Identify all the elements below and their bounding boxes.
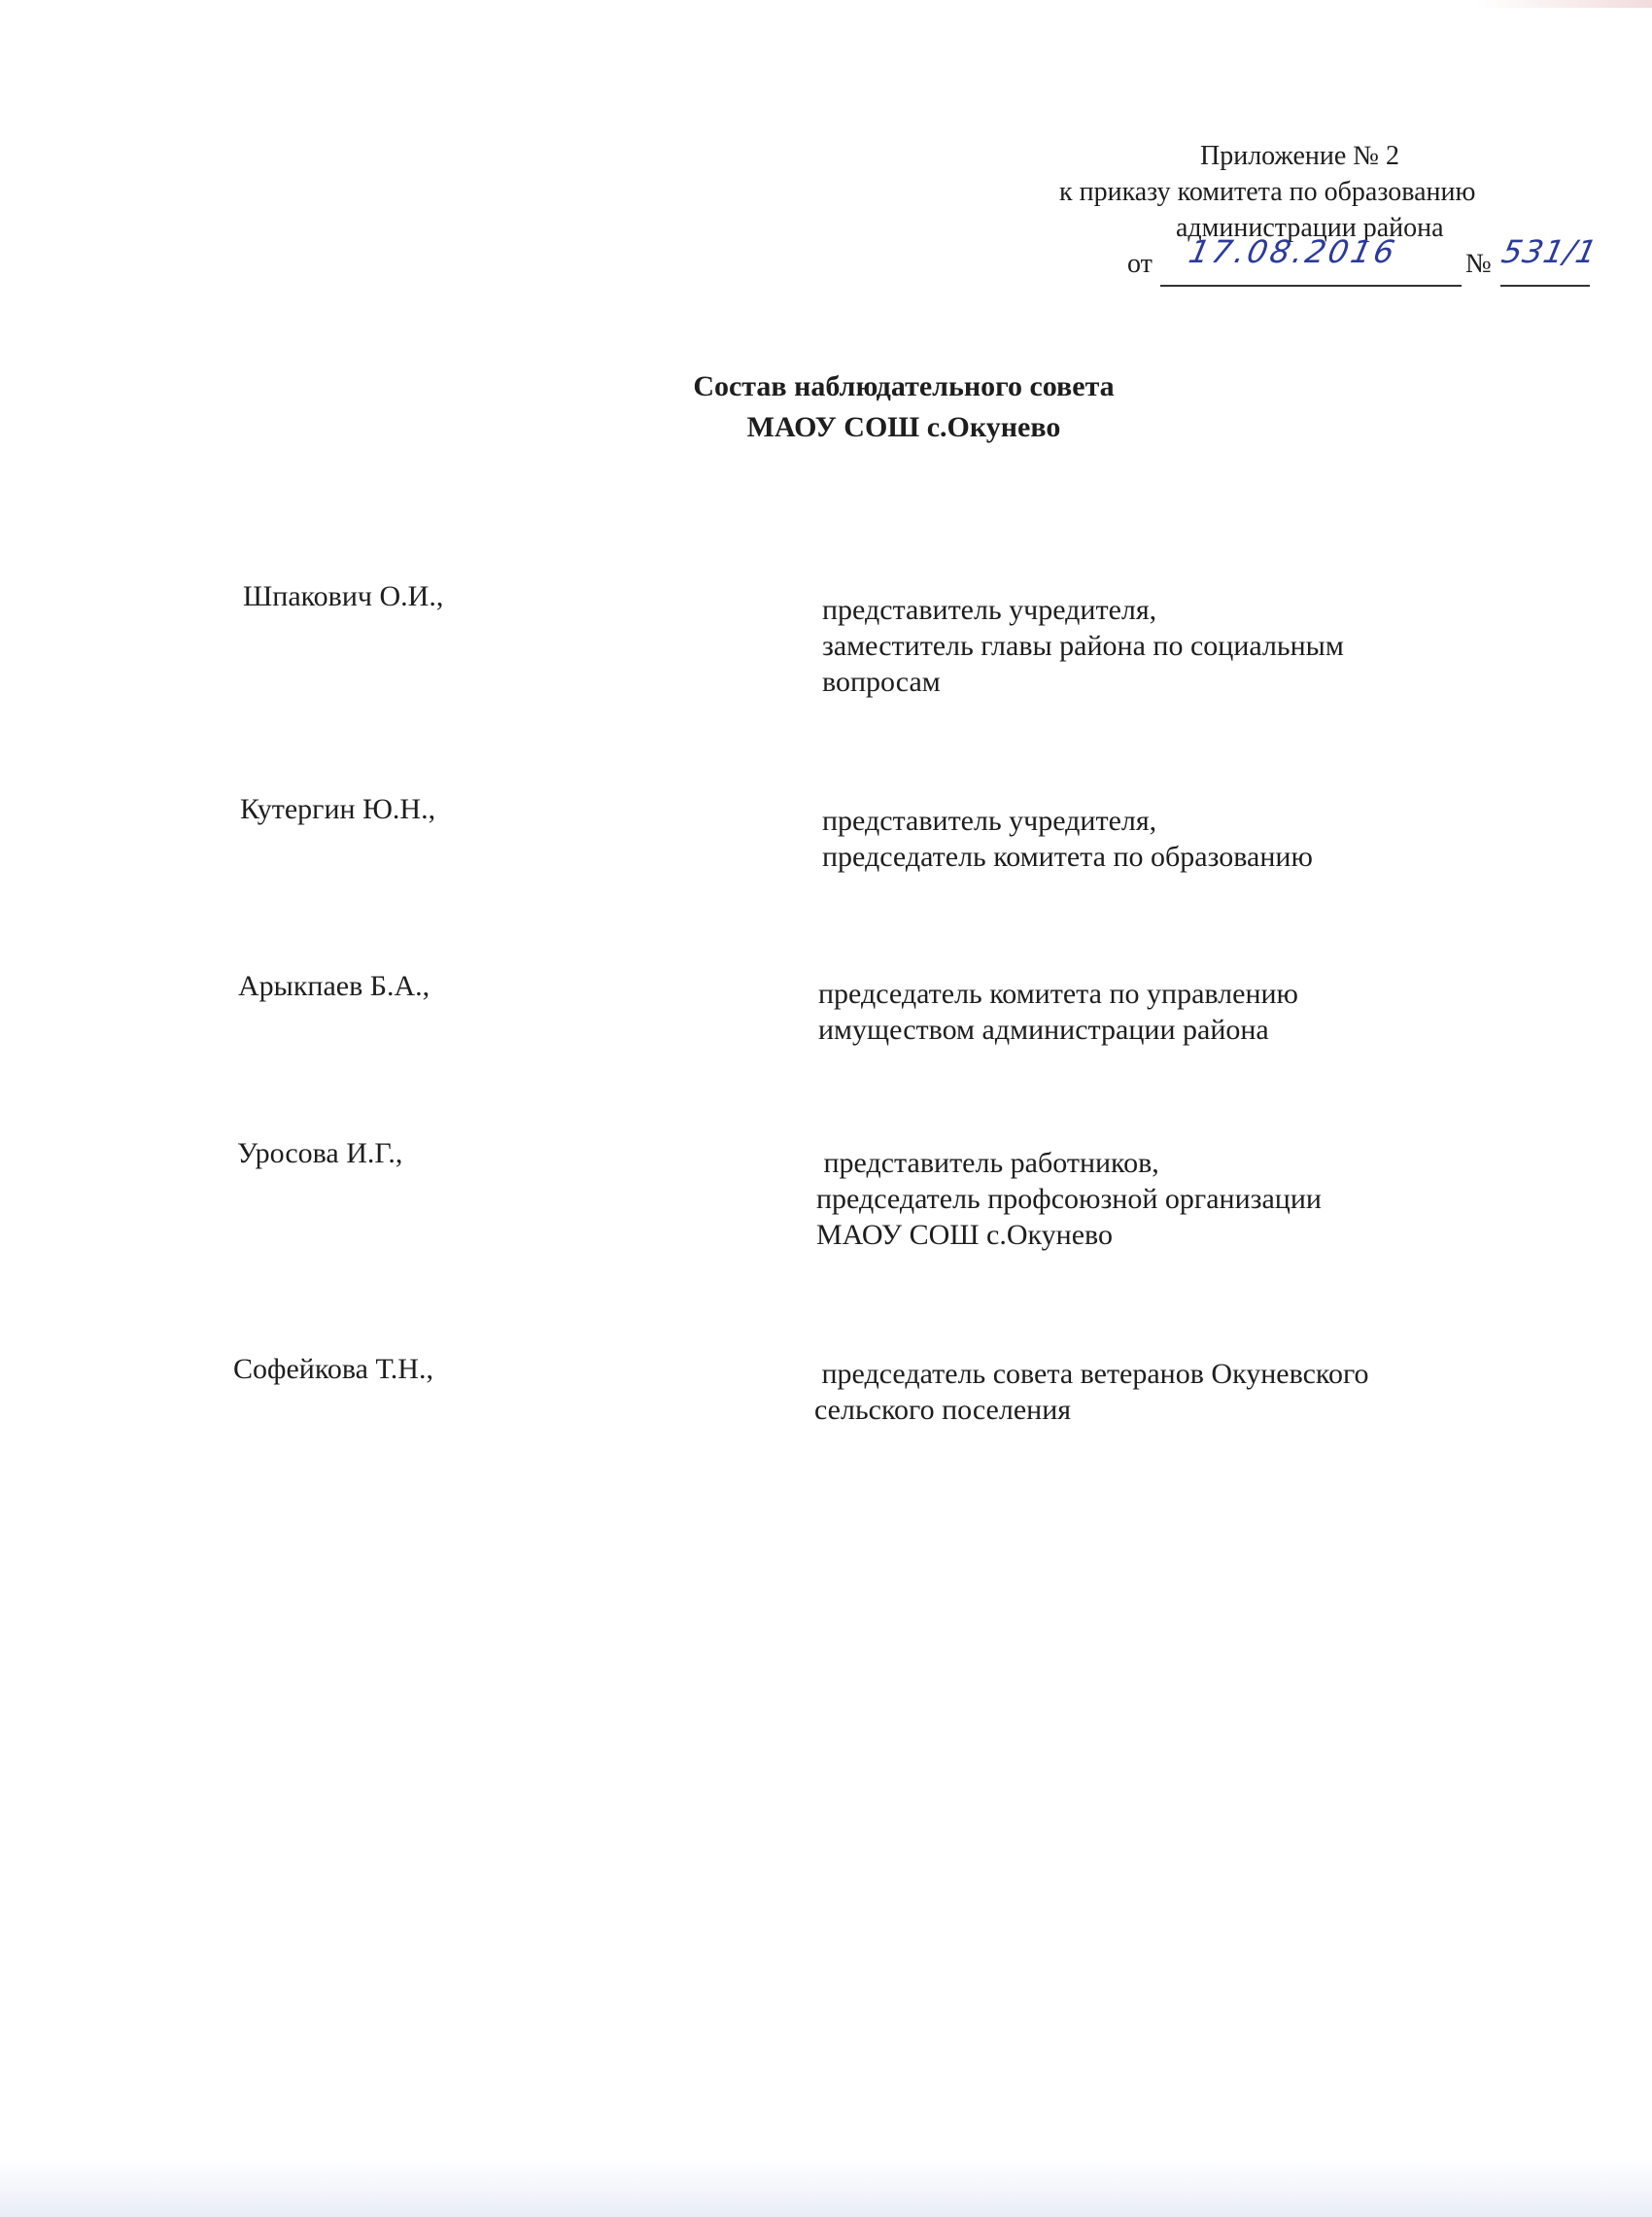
number-prefix: № xyxy=(1465,249,1492,279)
role-line: председатель комитета по управлению xyxy=(818,978,1298,1010)
handwritten-number: 531/1 xyxy=(1498,233,1601,270)
scan-edge-top xyxy=(1477,0,1652,8)
role-line: вопросам xyxy=(822,666,941,698)
role-line: председатель совета ветеранов Окуневского xyxy=(814,1358,1369,1390)
member-name: Уросова И.Г., xyxy=(237,1137,403,1169)
role-line: председатель профсоюзной организации xyxy=(816,1183,1322,1215)
date-prefix: от xyxy=(1127,249,1153,279)
role-line: представитель работников, xyxy=(816,1147,1159,1179)
role-line: имуществом администрации района xyxy=(818,1014,1269,1046)
member-name: Софейкова Т.Н., xyxy=(233,1353,433,1385)
role-line: заместитель главы района по социальным xyxy=(822,630,1344,662)
annex-order-line: к приказу комитета по образованию xyxy=(1059,177,1476,207)
annex-date-row xyxy=(1127,233,1613,289)
member-name: Кутергин Ю.Н., xyxy=(240,793,436,825)
member-role xyxy=(818,976,1596,1048)
member-role xyxy=(822,803,1600,875)
member-role xyxy=(814,1356,1592,1428)
scan-edge-bottom xyxy=(0,2159,1652,2217)
member-role xyxy=(816,1145,1594,1253)
date-blank-line xyxy=(1160,233,1462,287)
title-line-2: МАОУ СОШ с.Окунево xyxy=(746,411,1061,443)
member-name: Арыкпаев Б.А., xyxy=(238,970,430,1002)
member-name: Шпакович О.И., xyxy=(243,580,444,612)
document-title xyxy=(0,366,1652,448)
annex-admin-line: администрации района xyxy=(1176,213,1444,243)
annex-title: Приложение № 2 xyxy=(1200,141,1399,171)
role-line: сельского поселения xyxy=(814,1394,1072,1426)
role-line: председатель комитета по образованию xyxy=(822,841,1313,873)
title-line-1: Состав наблюдательного совета xyxy=(693,370,1115,402)
number-blank-line xyxy=(1498,233,1601,287)
role-line: МАОУ СОШ с.Окунево xyxy=(816,1219,1113,1251)
handwritten-date: 17.08.2016 xyxy=(1186,233,1401,270)
role-line: представитель учредителя, xyxy=(822,805,1157,837)
role-line: представитель учредителя, xyxy=(822,594,1157,626)
member-role xyxy=(822,592,1600,700)
